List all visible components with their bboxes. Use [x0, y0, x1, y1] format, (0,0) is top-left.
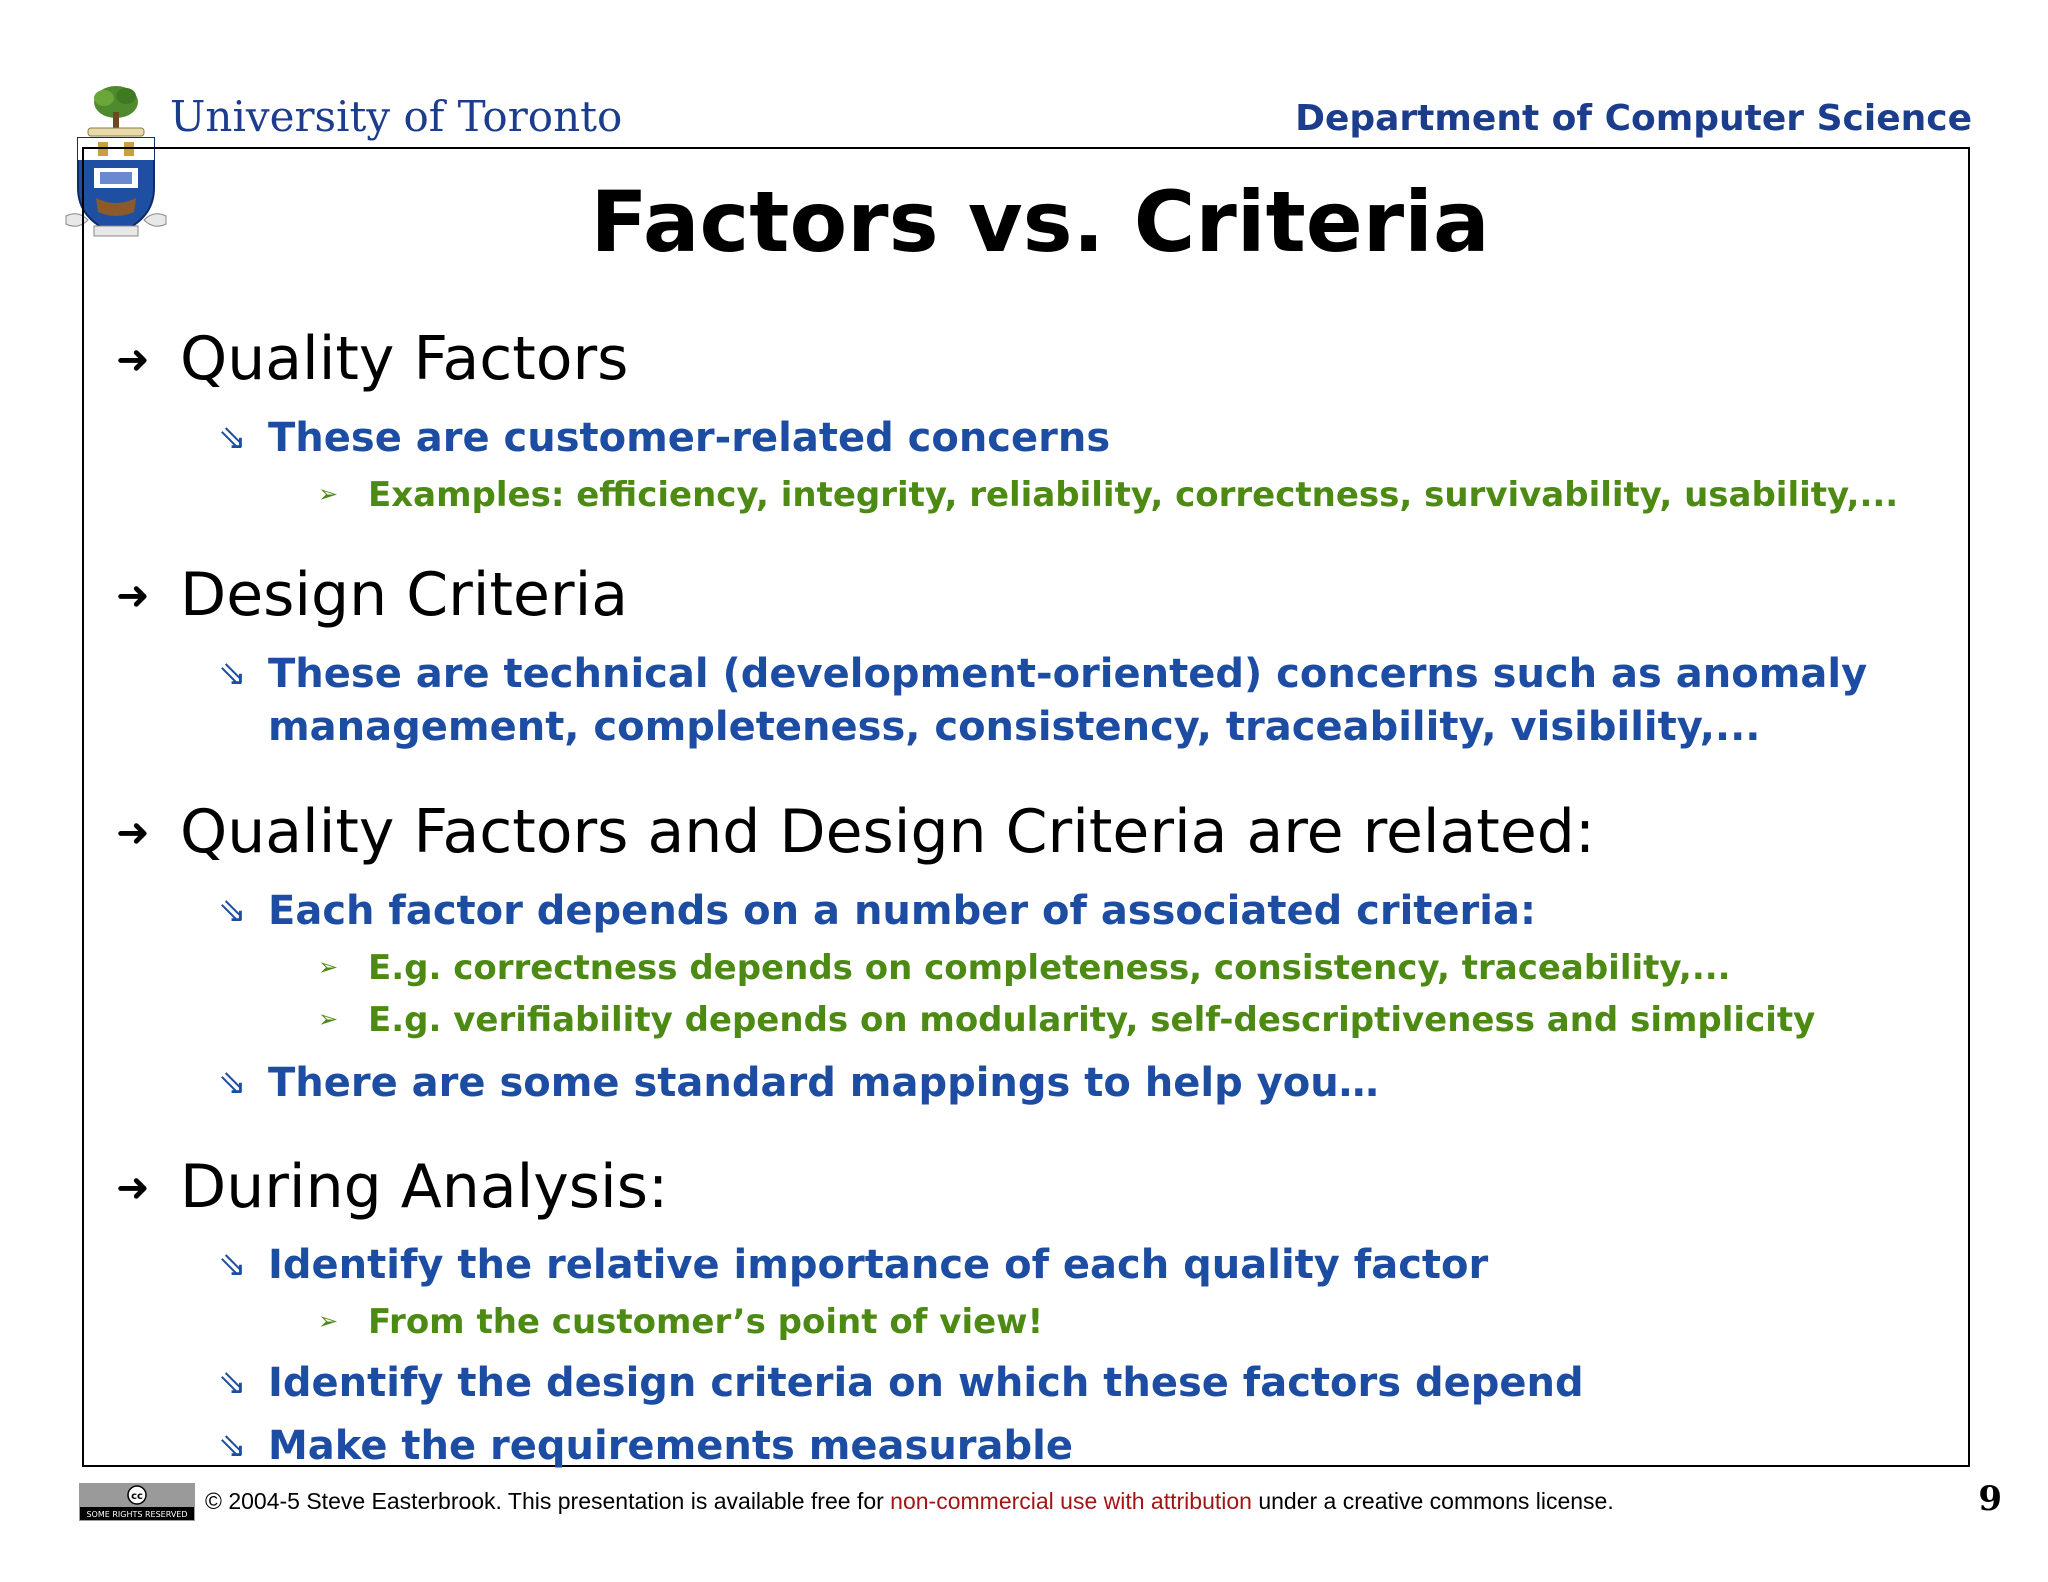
subpoint-examples: ➢ Examples: efficiency, integrity, reliability, correctness, survivability, usability,...	[318, 475, 1899, 515]
subpoint-correctness: ➢ E.g. correctness depends on completeness, consistency, traceability,...	[318, 948, 1731, 988]
arrow-right-icon: ➜	[116, 810, 150, 856]
arrowhead-icon: ➢	[318, 1005, 339, 1033]
hollow-arrow-icon: ⇘	[218, 891, 247, 931]
arrow-right-icon: ➜	[116, 1165, 150, 1211]
hollow-arrow-icon: ⇘	[218, 1363, 247, 1403]
creative-commons-badge	[79, 1483, 195, 1521]
section-heading-related: ➜ Quality Factors and Design Criteria are related:	[116, 797, 1596, 867]
point-customer-concerns: ⇘ These are customer-related concerns	[218, 415, 1111, 461]
license-link[interactable]: non-commercial use with attribution	[890, 1488, 1252, 1514]
page-number: 9	[1978, 1479, 2002, 1519]
arrow-right-icon: ➜	[116, 337, 150, 383]
point-measurable: ⇘ Make the requirements measurable	[218, 1423, 1073, 1469]
subpoint-verifiability: ➢ E.g. verifiability depends on modularity, self-descriptiveness and simplicity	[318, 1000, 1816, 1040]
point-technical-concerns: ⇘ These are technical (development-oriented) concerns such as anomaly	[218, 651, 1868, 697]
slide-title: Factors vs. Criteria	[590, 173, 1490, 271]
arrowhead-icon: ➢	[318, 480, 339, 508]
arrow-right-icon: ➜	[116, 573, 150, 619]
hollow-arrow-icon: ⇘	[218, 654, 247, 694]
section-heading-design-criteria: ➜ Design Criteria	[116, 560, 629, 630]
subpoint-customer-view: ➢ From the customer’s point of view!	[318, 1302, 1044, 1342]
license-footer: © 2004-5 Steve Easterbrook. This presentation is available free for non-commercial use with attribution under a creative commons license.	[205, 1488, 1614, 1514]
point-standard-mappings: ⇘ There are some standard mappings to help you…	[218, 1060, 1379, 1106]
section-heading-quality-factors: ➜ Quality Factors	[116, 324, 629, 394]
hollow-arrow-icon: ⇘	[218, 1426, 247, 1466]
arrowhead-icon: ➢	[318, 1307, 339, 1335]
department-name: Department of Computer Science	[1295, 98, 1972, 139]
point-factor-depends: ⇘ Each factor depends on a number of associated criteria:	[218, 888, 1536, 934]
section-heading-during-analysis: ➜ During Analysis:	[116, 1152, 669, 1222]
university-name: University of Toronto	[170, 92, 623, 141]
point-identify-criteria: ⇘ Identify the design criteria on which these factors depend	[218, 1360, 1584, 1406]
point-relative-importance: ⇘ Identify the relative importance of each quality factor	[218, 1242, 1489, 1288]
point-technical-concerns-continued: management, completeness, consistency, traceability, visibility,...	[268, 704, 1761, 750]
arrowhead-icon: ➢	[318, 953, 339, 981]
hollow-arrow-icon: ⇘	[218, 1063, 247, 1103]
svg-text:SOME RIGHTS RESERVED: SOME RIGHTS RESERVED	[86, 1510, 188, 1519]
svg-text:cc: cc	[131, 1491, 143, 1502]
hollow-arrow-icon: ⇘	[218, 1245, 247, 1285]
hollow-arrow-icon: ⇘	[218, 418, 247, 458]
